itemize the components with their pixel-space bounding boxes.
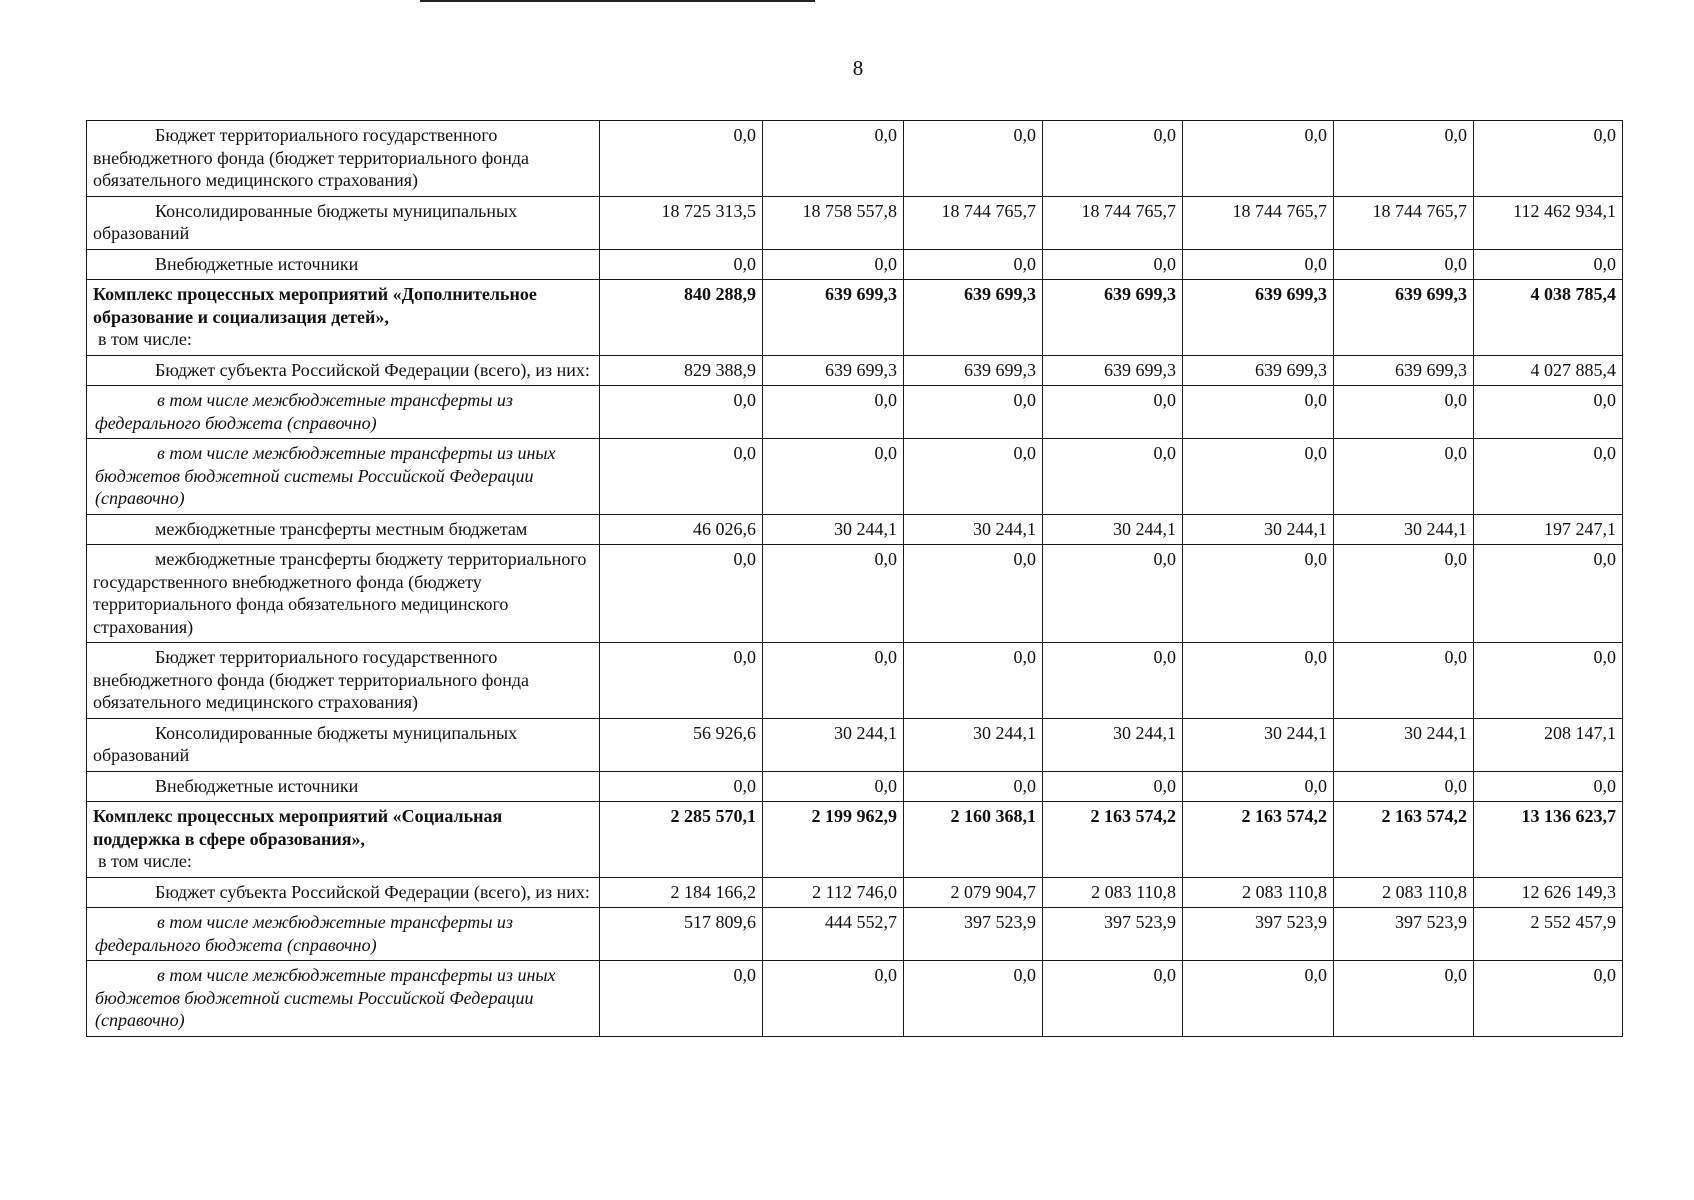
- value-cell: 639 699,3: [1043, 355, 1183, 386]
- value-cell: 639 699,3: [1183, 280, 1334, 356]
- row-label-cell: [87, 643, 600, 719]
- table-row: [87, 355, 1623, 386]
- value-cell: 46 026,6: [600, 514, 763, 545]
- value-cell: 0,0: [763, 121, 904, 197]
- row-label: Бюджет субъекта Российской Федерации (всего), из них:: [155, 881, 590, 902]
- row-label-cell: [87, 802, 600, 878]
- row-label-cell: [87, 545, 600, 643]
- value-cell: 30 244,1: [1043, 718, 1183, 771]
- top-rule: [420, 0, 815, 2]
- value-cell: 0,0: [1043, 121, 1183, 197]
- value-cell: 4 038 785,4: [1474, 280, 1623, 356]
- value-cell: 18 744 765,7: [904, 196, 1043, 249]
- value-cell: 0,0: [600, 961, 763, 1037]
- value-cell: 0,0: [1474, 545, 1623, 643]
- value-cell: 0,0: [600, 249, 763, 280]
- value-cell: 18 744 765,7: [1043, 196, 1183, 249]
- value-cell: 397 523,9: [1183, 908, 1334, 961]
- value-cell: 0,0: [600, 643, 763, 719]
- table-row: [87, 961, 1623, 1037]
- value-cell: 4 027 885,4: [1474, 355, 1623, 386]
- table-row: [87, 121, 1623, 197]
- table-row: [87, 643, 1623, 719]
- row-label-cell: [87, 355, 600, 386]
- value-cell: 2 163 574,2: [1043, 802, 1183, 878]
- row-label-cell: [87, 961, 600, 1037]
- value-cell: 2 083 110,8: [1183, 877, 1334, 908]
- value-cell: 0,0: [1334, 121, 1474, 197]
- value-cell: 0,0: [600, 545, 763, 643]
- value-cell: 0,0: [1334, 961, 1474, 1037]
- table-row: [87, 249, 1623, 280]
- value-cell: 2 184 166,2: [600, 877, 763, 908]
- row-label-cell: [87, 121, 600, 197]
- value-cell: 0,0: [904, 249, 1043, 280]
- value-cell: 112 462 934,1: [1474, 196, 1623, 249]
- table-row: [87, 771, 1623, 802]
- value-cell: 0,0: [1334, 545, 1474, 643]
- value-cell: 0,0: [904, 961, 1043, 1037]
- value-cell: 0,0: [1043, 643, 1183, 719]
- value-cell: 0,0: [1474, 961, 1623, 1037]
- value-cell: 0,0: [1043, 439, 1183, 515]
- budget-table: [86, 120, 1623, 1037]
- value-cell: 0,0: [1043, 249, 1183, 280]
- value-cell: 0,0: [1183, 249, 1334, 280]
- value-cell: 0,0: [1183, 771, 1334, 802]
- value-cell: 0,0: [904, 386, 1043, 439]
- value-cell: 30 244,1: [1183, 514, 1334, 545]
- value-cell: 2 163 574,2: [1334, 802, 1474, 878]
- value-cell: 0,0: [904, 439, 1043, 515]
- value-cell: 30 244,1: [763, 718, 904, 771]
- value-cell: 829 388,9: [600, 355, 763, 386]
- row-label-cell: [87, 908, 600, 961]
- value-cell: 639 699,3: [1043, 280, 1183, 356]
- value-cell: 0,0: [1183, 961, 1334, 1037]
- value-cell: 0,0: [904, 771, 1043, 802]
- value-cell: 0,0: [1183, 439, 1334, 515]
- value-cell: 2 552 457,9: [1474, 908, 1623, 961]
- value-cell: 517 809,6: [600, 908, 763, 961]
- row-label: Комплекс процессных мероприятий «Дополнительное образование и социализация детей»,: [93, 284, 537, 327]
- value-cell: 0,0: [763, 961, 904, 1037]
- value-cell: 639 699,3: [763, 355, 904, 386]
- value-cell: 18 744 765,7: [1183, 196, 1334, 249]
- value-cell: 18 744 765,7: [1334, 196, 1474, 249]
- value-cell: 2 163 574,2: [1183, 802, 1334, 878]
- row-label: Комплекс процессных мероприятий «Социальная поддержка в сфере образования»,: [93, 806, 503, 849]
- value-cell: 0,0: [1474, 121, 1623, 197]
- value-cell: 0,0: [600, 439, 763, 515]
- value-cell: 840 288,9: [600, 280, 763, 356]
- value-cell: 197 247,1: [1474, 514, 1623, 545]
- value-cell: 639 699,3: [1334, 355, 1474, 386]
- value-cell: 30 244,1: [1183, 718, 1334, 771]
- row-label: межбюджетные трансферты местным бюджетам: [155, 518, 528, 539]
- row-label-cell: [87, 718, 600, 771]
- value-cell: 0,0: [904, 545, 1043, 643]
- value-cell: 0,0: [1183, 121, 1334, 197]
- row-label: Внебюджетные источники: [155, 775, 359, 796]
- value-cell: 30 244,1: [1334, 514, 1474, 545]
- row-label: межбюджетные трансферты бюджету территориального государственного внебюджетного фонда (бюджету территориального фонда обязательного медицинского страхования): [93, 549, 587, 637]
- row-label: Внебюджетные источники: [155, 253, 359, 274]
- row-label-cell: [87, 771, 600, 802]
- value-cell: 0,0: [1474, 386, 1623, 439]
- value-cell: 2 083 110,8: [1334, 877, 1474, 908]
- value-cell: 0,0: [1334, 771, 1474, 802]
- value-cell: 12 626 149,3: [1474, 877, 1623, 908]
- value-cell: 0,0: [1474, 249, 1623, 280]
- value-cell: 2 285 570,1: [600, 802, 763, 878]
- row-label-cell: [87, 386, 600, 439]
- value-cell: 30 244,1: [1334, 718, 1474, 771]
- row-label-cell: [87, 877, 600, 908]
- row-label-cell: [87, 280, 600, 356]
- row-label-cell: [87, 249, 600, 280]
- row-sublabel: в том числе:: [98, 851, 192, 871]
- row-label: в том числе межбюджетные трансферты из федерального бюджета (справочно): [95, 390, 513, 433]
- table-row: [87, 514, 1623, 545]
- value-cell: 2 160 368,1: [904, 802, 1043, 878]
- row-label: Бюджет территориального государственного внебюджетного фонда (бюджет территориального фонда обязательного медицинского страхования): [93, 125, 530, 190]
- value-cell: 397 523,9: [1334, 908, 1474, 961]
- row-label: Бюджет территориального государственного внебюджетного фонда (бюджет территориального фонда обязательного медицинского страхования): [93, 647, 530, 712]
- table-row: [87, 802, 1623, 878]
- value-cell: 0,0: [763, 249, 904, 280]
- value-cell: 639 699,3: [904, 355, 1043, 386]
- value-cell: 0,0: [600, 386, 763, 439]
- value-cell: 2 112 746,0: [763, 877, 904, 908]
- value-cell: 0,0: [904, 121, 1043, 197]
- value-cell: 2 199 962,9: [763, 802, 904, 878]
- value-cell: 0,0: [1043, 771, 1183, 802]
- value-cell: 639 699,3: [904, 280, 1043, 356]
- value-cell: 639 699,3: [763, 280, 904, 356]
- value-cell: 0,0: [1183, 545, 1334, 643]
- value-cell: 0,0: [1474, 439, 1623, 515]
- value-cell: 0,0: [1043, 545, 1183, 643]
- row-label: в том числе межбюджетные трансферты из федерального бюджета (справочно): [95, 912, 513, 955]
- value-cell: 18 758 557,8: [763, 196, 904, 249]
- value-cell: 0,0: [763, 545, 904, 643]
- page-number: 8: [852, 56, 864, 80]
- table-row: [87, 439, 1623, 515]
- table-row: [87, 908, 1623, 961]
- value-cell: 0,0: [1043, 961, 1183, 1037]
- value-cell: 13 136 623,7: [1474, 802, 1623, 878]
- value-cell: 397 523,9: [1043, 908, 1183, 961]
- value-cell: 0,0: [1043, 386, 1183, 439]
- value-cell: 0,0: [1334, 643, 1474, 719]
- row-label: в том числе межбюджетные трансферты из иных бюджетов бюджетной системы Российской Федерации (справочно): [95, 965, 556, 1030]
- value-cell: 0,0: [763, 386, 904, 439]
- value-cell: 2 083 110,8: [1043, 877, 1183, 908]
- row-label-cell: [87, 439, 600, 515]
- value-cell: 0,0: [1334, 249, 1474, 280]
- value-cell: 30 244,1: [1043, 514, 1183, 545]
- value-cell: 0,0: [1474, 771, 1623, 802]
- table-row: [87, 718, 1623, 771]
- value-cell: 0,0: [904, 643, 1043, 719]
- value-cell: 0,0: [1183, 386, 1334, 439]
- value-cell: 0,0: [763, 771, 904, 802]
- row-label: Консолидированные бюджеты муниципальных образований: [93, 722, 518, 765]
- value-cell: 30 244,1: [904, 514, 1043, 545]
- value-cell: 30 244,1: [763, 514, 904, 545]
- table-row: [87, 545, 1623, 643]
- value-cell: 18 725 313,5: [600, 196, 763, 249]
- table-row: [87, 280, 1623, 356]
- row-label: Консолидированные бюджеты муниципальных образований: [93, 200, 518, 243]
- table-row: [87, 386, 1623, 439]
- row-label-cell: [87, 514, 600, 545]
- table-row: [87, 877, 1623, 908]
- value-cell: 0,0: [763, 439, 904, 515]
- value-cell: 639 699,3: [1334, 280, 1474, 356]
- value-cell: 444 552,7: [763, 908, 904, 961]
- value-cell: 639 699,3: [1183, 355, 1334, 386]
- value-cell: 397 523,9: [904, 908, 1043, 961]
- value-cell: 0,0: [600, 771, 763, 802]
- value-cell: 30 244,1: [904, 718, 1043, 771]
- value-cell: 208 147,1: [1474, 718, 1623, 771]
- row-sublabel: в том числе:: [98, 329, 192, 349]
- value-cell: 0,0: [1183, 643, 1334, 719]
- value-cell: 2 079 904,7: [904, 877, 1043, 908]
- value-cell: 0,0: [1334, 386, 1474, 439]
- value-cell: 0,0: [763, 643, 904, 719]
- value-cell: 0,0: [1334, 439, 1474, 515]
- value-cell: 0,0: [1474, 643, 1623, 719]
- table-row: [87, 196, 1623, 249]
- row-label-cell: [87, 196, 600, 249]
- value-cell: 0,0: [600, 121, 763, 197]
- row-label: в том числе межбюджетные трансферты из иных бюджетов бюджетной системы Российской Федерации (справочно): [95, 443, 556, 508]
- row-label: Бюджет субъекта Российской Федерации (всего), из них:: [155, 359, 590, 380]
- value-cell: 56 926,6: [600, 718, 763, 771]
